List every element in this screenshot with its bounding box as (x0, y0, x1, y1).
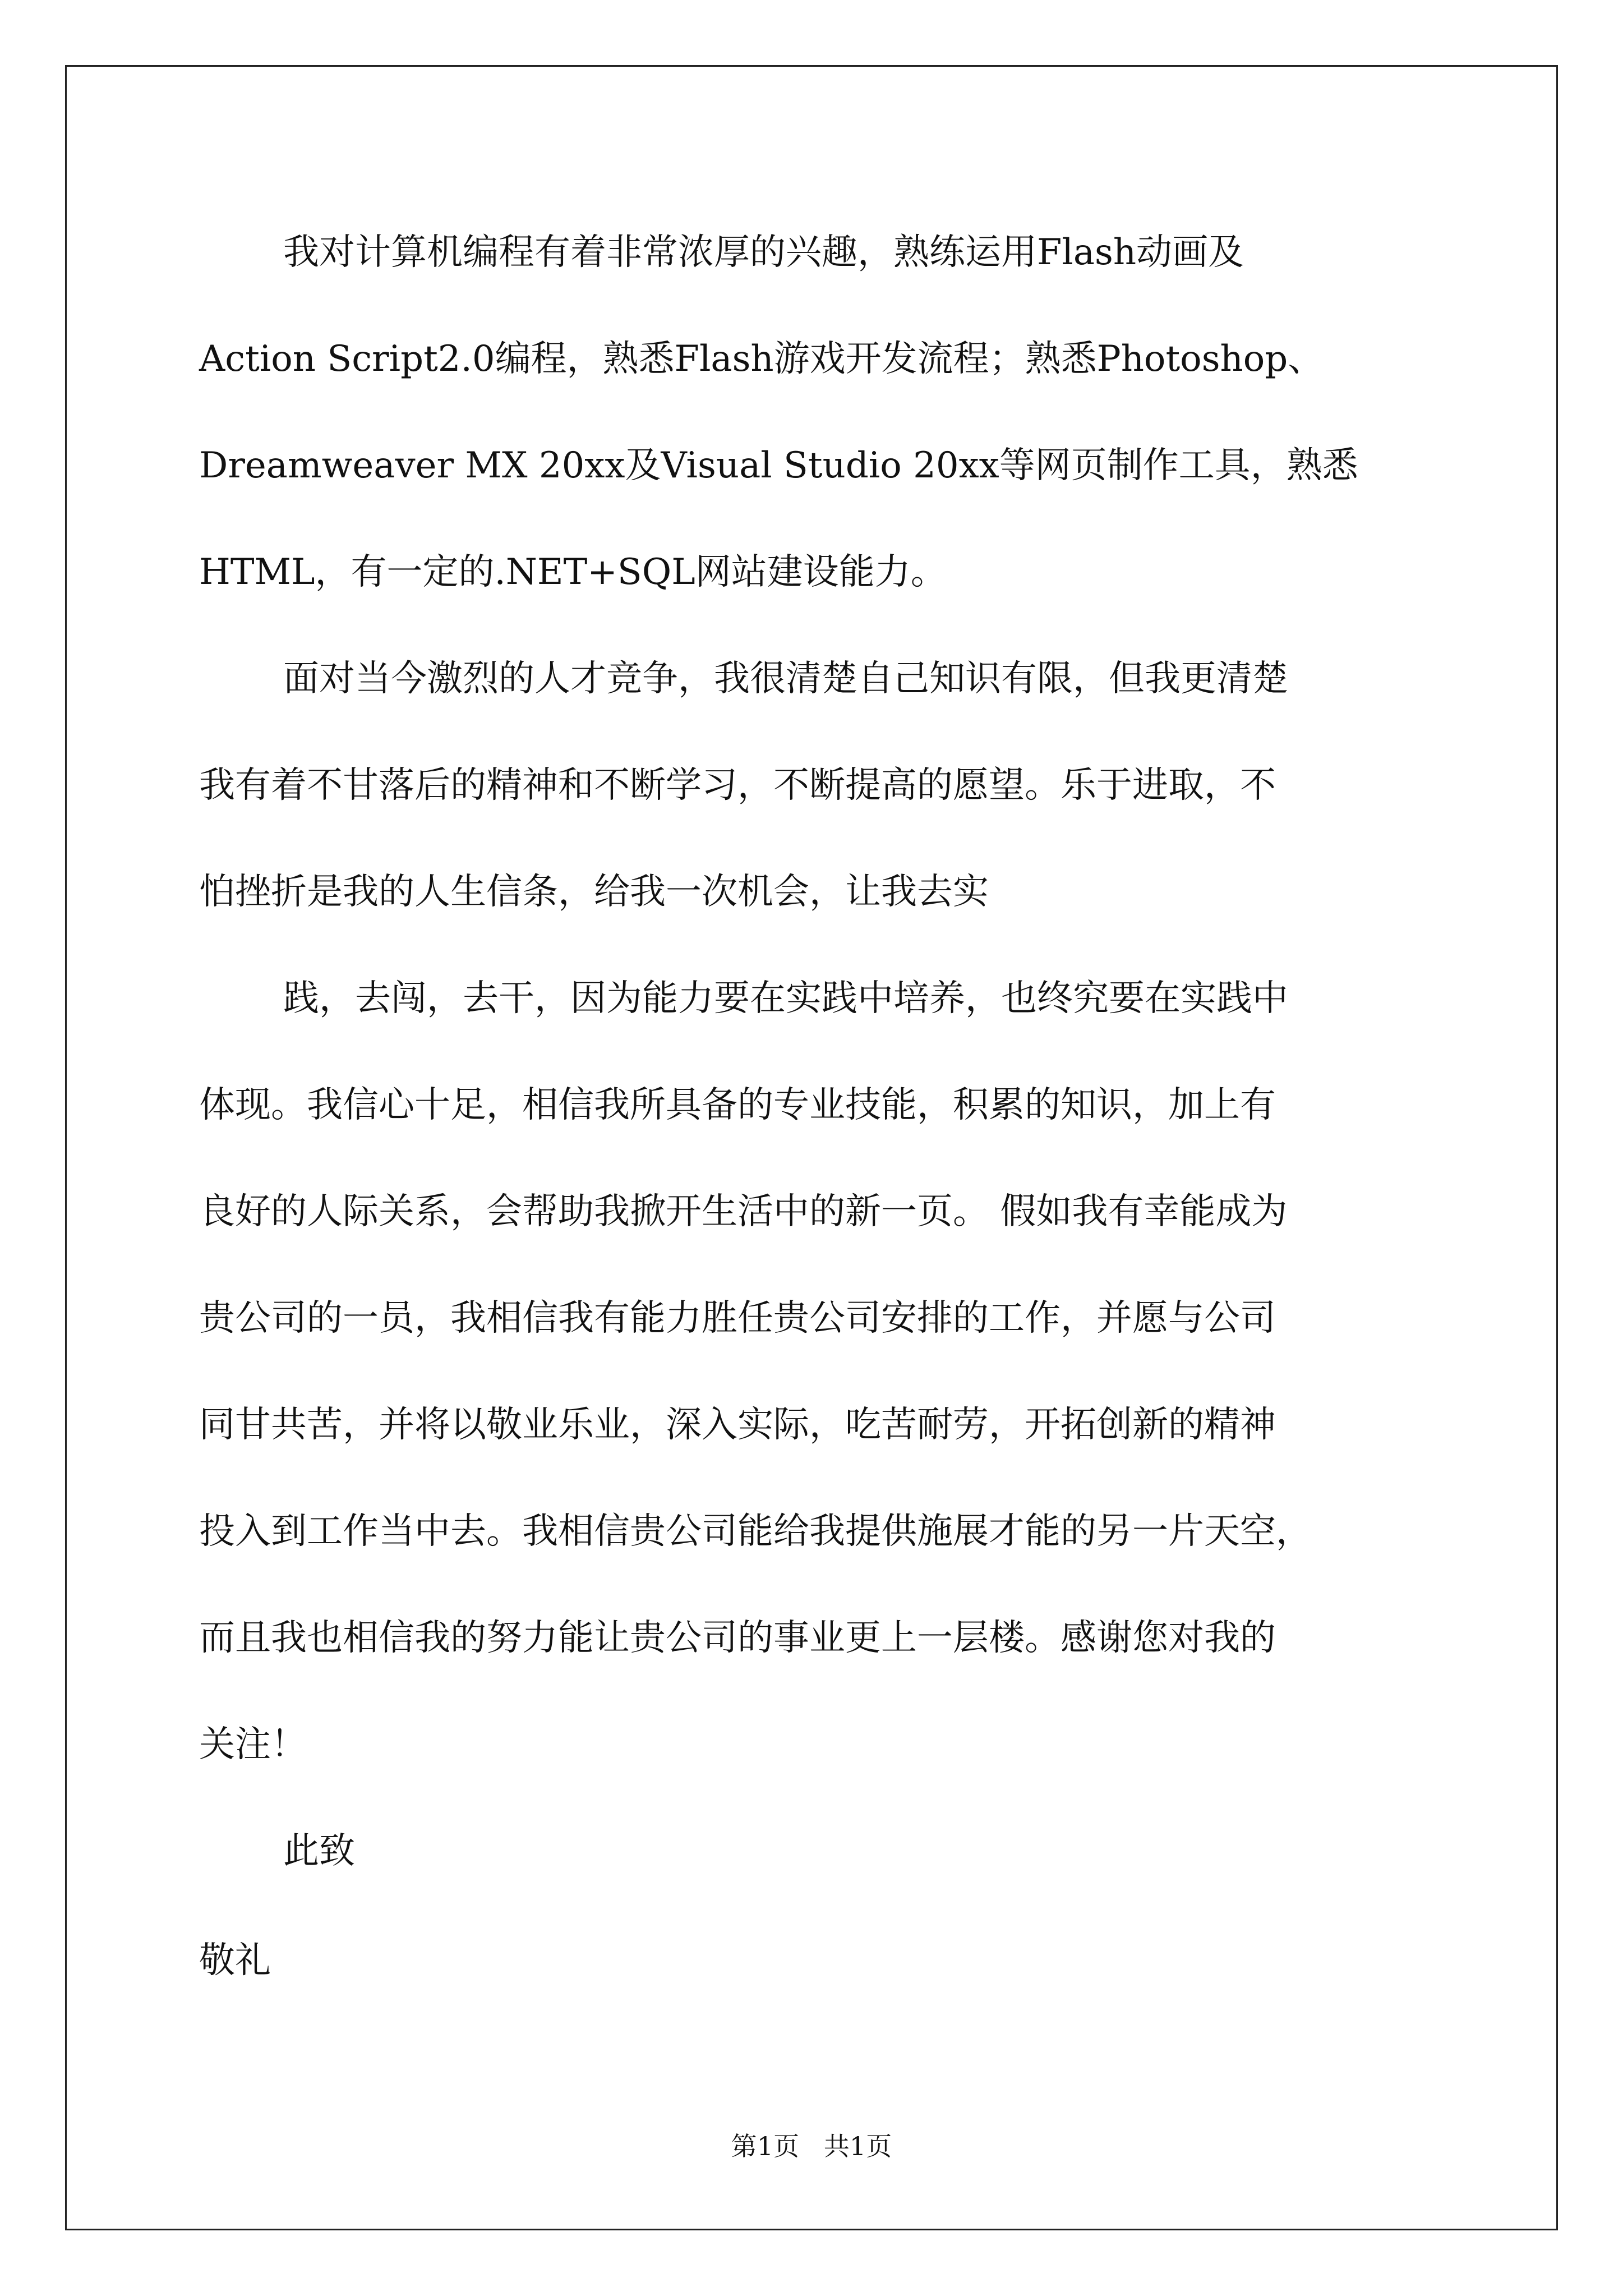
salutation-text: 此致 (283, 1830, 355, 1872)
page-footer (0, 2126, 1623, 2163)
text-line: HTML，有一定的.NET+SQL网站建设能力。 (199, 551, 947, 593)
text-line: 投入到工作当中去。我相信贵公司能给我提供施展才能的另一片天空， (199, 1511, 1312, 1552)
text-line: 我对计算机编程有着非常浓厚的兴趣，熟练运用Flash动画及 (283, 232, 1244, 273)
text-line: 良好的人际关系，会帮助我掀开生活中的新一页。 假如我有幸能成为 (199, 1191, 1288, 1232)
text-line: 面对当今激烈的人才竞争，我很清楚自己知识有限，但我更清楚 (283, 658, 1288, 700)
text-line: Dreamweaver MX 20xx及Visual Studio 20xx等网页制作工具，熟悉 (199, 445, 1358, 486)
text-line: 而且我也相信我的努力能让贵公司的事业更上一层楼。感谢您对我的 (199, 1617, 1276, 1659)
closing-regards (199, 1907, 1438, 2014)
text-line: 我有着不甘落后的精神和不断学习，不断提高的愿望。乐于进取，不 (199, 765, 1276, 806)
paragraph-2 (199, 625, 1438, 945)
text-line: 同甘共苦，并将以敬业乐业，深入实际，吃苦耐劳，开拓创新的精神 (199, 1404, 1276, 1446)
page-number: 第1页 共1页 (731, 2131, 892, 2161)
text-line: 关注！ (199, 1724, 307, 1765)
text-line: 践，去闯，去干，因为能力要在实践中培养，也终究要在实践中 (283, 978, 1288, 1019)
paragraph-3 (199, 945, 1438, 1798)
regards-text: 敬礼 (199, 1940, 271, 1981)
text-line: 贵公司的一员，我相信我有能力胜任贵公司安排的工作，并愿与公司 (199, 1297, 1276, 1339)
text-line: Action Script2.0编程，熟悉Flash游戏开发流程；熟悉Photoshop、 (199, 338, 1324, 380)
closing-salutation (199, 1798, 1438, 1904)
text-line: 体现。我信心十足，相信我所具备的专业技能，积累的知识，加上有 (199, 1084, 1276, 1126)
paragraph-1 (199, 199, 1438, 625)
text-line: 怕挫折是我的人生信条，给我一次机会，让我去实 (199, 871, 989, 913)
